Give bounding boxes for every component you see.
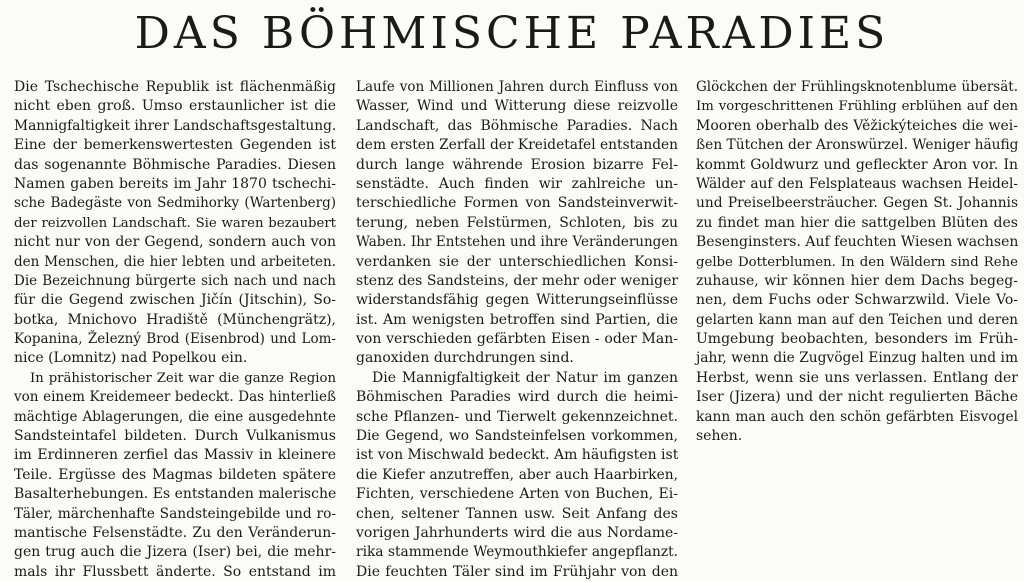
text-line: gen trug auch die Jizera (Iser) bei, die mehr- (14, 544, 336, 561)
article-column-2 (356, 78, 678, 582)
text-line: mantische Felsenstädte. Zu den Veränderun- (14, 524, 336, 541)
text-line: ßen Tütchen der Aronswürzel. Weniger häufig (696, 137, 1019, 154)
text-line: Iser (Jizera) und der nicht regulierten Bäche (696, 389, 1018, 406)
text-line: Landschaft, das Böhmische Paradies. Nach (356, 117, 678, 134)
text-line: verdanken sie der unterschiedlichen Konsi- (356, 253, 678, 270)
article-column-1 (14, 78, 336, 582)
text-line: für die Gegend zwischen Jičín (Jitschin), So- (14, 292, 336, 309)
text-line: Böhmischen Paradies wird durch die heimi- (356, 389, 678, 406)
text-line: den Menschen, die hier lebten und arbeiteten. (14, 253, 336, 270)
text-line: rika stammende Weymouthkiefer angepflanzt. (356, 544, 678, 561)
text-line: Mannigfaltigkeit ihrer Landschaftsgestaltung. (14, 117, 337, 134)
text-line: nicht eben groß. Umso erstaunlicher ist die (14, 98, 336, 115)
text-line: sche Pflanzen- und Tierwelt gekennzeichnet. (356, 408, 678, 425)
text-line: der reizvollen Landschaft. Sie waren bezaubert (14, 215, 336, 231)
article-headline: DAS BÖHMISCHE PARADIES (134, 8, 890, 59)
text-line: Fichten, verschiedene Arten von Buchen, Ei- (356, 486, 678, 503)
text-line: stenz des Sandsteins, der mehr oder weniger (356, 272, 679, 289)
text-line: das sogenannte Böhmische Paradies. Diesen (14, 156, 336, 173)
text-line: Besenginsters. Auf feuchten Wiesen wachsen (696, 234, 1019, 251)
text-line: botka, Mnichovo Hradiště (Münchengrätz), (14, 311, 336, 328)
text-line: sche Badegäste von Sedmihorky (Wartenberg) (14, 195, 336, 212)
text-line: Glöckchen der Frühlingsknotenblume übersät. (696, 79, 1018, 95)
text-line: Sandsteintafel bildeten. Durch Vulkanismus (14, 428, 336, 445)
text-line: zuhause, wir können hier dem Dachs begeg- (696, 272, 1018, 289)
text-line: gelarten kann man auf den Teichen und deren (696, 311, 1018, 328)
text-line: die Kiefer anzutreffen, aber auch Haarbirken, (356, 466, 678, 483)
text-line: ist. Am wenigsten betroffen sind Partien, die (356, 311, 678, 328)
text-line: dem ersten Zerfall der Kreidetafel entstanden (356, 137, 678, 154)
text-line: Die feuchten Täler sind im Frühjahr von den (356, 563, 678, 580)
text-line: terschiedliche Formen von Sandsteinverwit- (356, 195, 678, 212)
text-line: Teile. Ergüsse des Magmas bildeten spätere (14, 466, 336, 483)
text-line: Wasser, Wind und Witterung diese reizvolle (356, 98, 678, 115)
text-line: nice (Lomnitz) nad Popelkou ein. (14, 350, 248, 367)
text-line: Mooren oberhalb des Věžickýteiches die wei- (696, 117, 1018, 134)
text-line: durch lange währende Erosion bizarre Fel- (356, 156, 678, 173)
text-line: terung, neben Felstürmen, Schloten, bis zu (356, 214, 678, 231)
text-line: gelbe Dotterblumen. In den Wäldern sind Rehe (696, 254, 1018, 270)
text-line: Wälder auf den Felsplateaus wachsen Heidel- (696, 175, 1018, 192)
text-line: vorigen Jahrhunderts wird die aus Nordame- (356, 524, 678, 541)
text-line: Herbst, wenn sie uns verlassen. Entlang der (696, 369, 1018, 386)
text-line: ganoxiden durchdrungen sind. (356, 350, 574, 367)
text-line: Basalterhebungen. Es entstanden malerische (14, 486, 337, 503)
text-line: zu findet man hier die sattgelben Blüten des (696, 214, 1018, 231)
text-line: Die Gegend, wo Sandsteinfelsen vorkommen, (356, 428, 678, 445)
text-line: kann man auch den schön gefärbten Eisvogel (696, 408, 1018, 425)
text-line: Laufe von Millionen Jahren durch Einfluss von (356, 79, 678, 95)
text-line: Eine der bemerkenswertesten Gegenden ist (14, 137, 336, 154)
text-line: Namen gaben bereits im Jahr 1870 tschechi- (14, 175, 336, 192)
text-line: Umgebung beobachten, besonders im Früh- (696, 331, 1018, 348)
text-line: Täler, märchenhafte Sandsteingebilde und ro- (14, 505, 336, 522)
text-line: senstädte. Auch finden wir zahlreiche un- (356, 175, 678, 192)
text-line: nen, dem Fuchs oder Schwarzwild. Viele Vo- (696, 292, 1018, 309)
text-line: ist von Mischwald bedeckt. Am häufigsten ist (356, 447, 679, 464)
text-line: widerstandsfähig gegen Witterungseinflüsse (356, 292, 678, 309)
text-line: im Erdinneren zerfiel das Massiv in kleinere (14, 447, 336, 464)
text-line: mächtige Ablagerungen, die eine ausgedehnte (14, 408, 336, 425)
text-line: Die Bezeichnung bürgerte sich nach und nach (14, 272, 336, 289)
text-line: In prähistorischer Zeit war die ganze Region (30, 370, 336, 386)
text-line: Die Mannigfaltigkeit der Natur im ganzen (372, 369, 678, 386)
text-line: chen, seltener Tannen usw. Seit Anfang des (356, 505, 678, 522)
text-line: Die Tschechische Republik ist flächenmäßig (14, 79, 336, 95)
text-line: kommt Goldwurz und gefleckter Aron vor. In (696, 156, 1018, 173)
text-line: Waben. Ihr Entstehen und ihre Veränderungen (356, 234, 678, 251)
text-line: mals ihr Flussbett änderte. So entstand im (14, 563, 336, 580)
text-line: Im vorgeschrittenen Frühling erblühen auf den (696, 99, 1018, 115)
text-line: sehen. (696, 428, 743, 445)
text-line: jahr, wenn die Zugvögel Einzug halten und im (696, 350, 1018, 367)
text-line: Kopanina, Železný Brod (Eisenbrod) und Lom- (14, 331, 336, 348)
text-line: von einem Kreidemeer bedeckt. Das hinterließ (14, 389, 336, 406)
text-line: nicht nur von der Gegend, sondern auch von (14, 234, 336, 251)
text-line: und Preiselbeersträucher. Gegen St. Johannis (696, 195, 1018, 212)
text-line: von verschieden gefärbten Eisen - oder Man- (356, 331, 678, 348)
article-column-3 (696, 78, 1018, 446)
